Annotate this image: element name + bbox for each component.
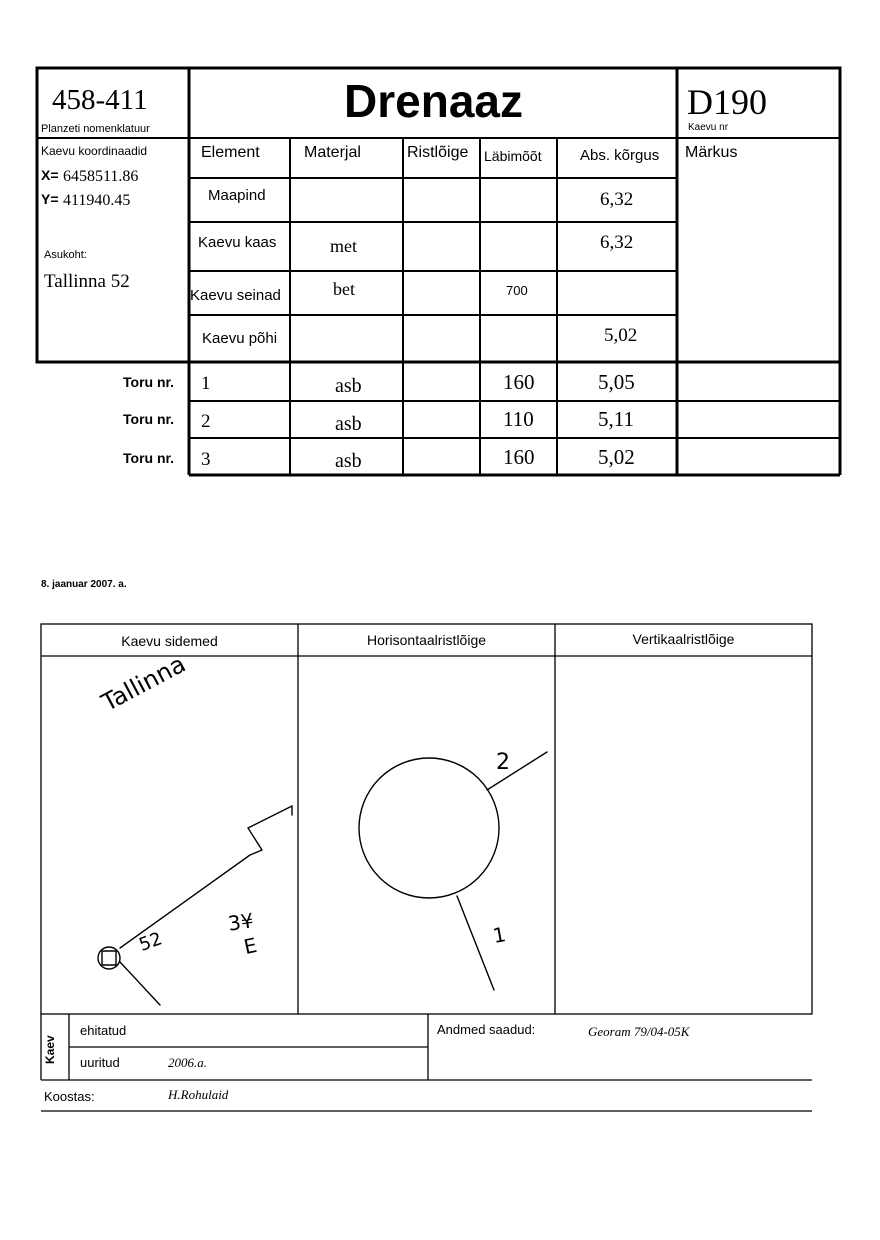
sketch-header-horizontal: Horisontaalristlõige (366, 632, 487, 648)
col-header-height: Abs. kõrgus (580, 147, 660, 164)
nomenclature-number: 458-411 (52, 84, 148, 116)
source-value: Georam 79/04-05K (588, 1024, 690, 1039)
pipe-number: 3 (201, 449, 211, 470)
pipe-diameter: 160 (503, 445, 535, 469)
place-label: Asukoht: (44, 249, 87, 261)
place-value: Tallinna 52 (44, 271, 130, 292)
pipe-material: asb (335, 450, 362, 472)
coords-label: Kaevu koordinaadid (41, 144, 148, 158)
nomenclature-label: Planzeti nomenklatuur (41, 123, 150, 135)
pipe-number: 1 (201, 373, 211, 394)
col-header-material: Materjal (304, 144, 361, 161)
col-header-remark: Märkus (685, 144, 738, 161)
hand-house-number: 52 (136, 928, 166, 956)
footer-side-label: Kaev (43, 1035, 57, 1064)
y-value: 411940.45 (63, 192, 131, 209)
built-label: ehitatud (80, 1023, 127, 1038)
pipe-material: asb (335, 375, 362, 397)
row-height: 6,32 (600, 189, 634, 210)
x-value: 6458511.86 (63, 168, 139, 185)
pipe-label: Toru nr. (123, 450, 175, 466)
row-material: bet (333, 279, 355, 299)
author-value: H.Rohulaid (168, 1087, 229, 1102)
pipe-height: 5,02 (598, 445, 635, 469)
row-element: Kaevu seinad (190, 287, 281, 304)
col-header-element: Element (201, 144, 260, 161)
row-diameter: 700 (506, 283, 528, 298)
hand-street-name: Tallinna (97, 649, 191, 717)
surveyed-label: uuritud (80, 1055, 120, 1070)
pipe-diameter: 160 (503, 370, 535, 394)
hand-pipe-1: 1 (491, 922, 508, 948)
pipe-height: 5,11 (598, 407, 634, 431)
well-number-label: Kaevu nr (688, 122, 729, 133)
pipe-number: 2 (201, 411, 211, 432)
pipe-diameter: 110 (503, 407, 534, 431)
row-height: 6,32 (600, 232, 634, 253)
pipe-material: asb (335, 413, 362, 435)
sketch-header-links: Kaevu sidemed (121, 633, 218, 649)
hand-distance-bottom: E (241, 932, 259, 960)
hand-distance-top: 3¥ (226, 908, 255, 936)
x-label: X= (41, 167, 59, 183)
row-element: Maapind (208, 187, 266, 204)
y-label: Y= (41, 191, 59, 207)
document-date: 8. jaanuar 2007. a. (41, 579, 127, 590)
surveyed-value: 2006.a. (168, 1055, 207, 1070)
row-element: Kaevu kaas (198, 234, 277, 251)
pipe-height: 5,05 (598, 370, 635, 394)
sketch-header-vertical: Vertikaalristlõige (632, 631, 735, 647)
pipe-label: Toru nr. (123, 374, 175, 390)
pipe-label: Toru nr. (123, 411, 175, 427)
row-element: Kaevu põhi (202, 330, 278, 347)
col-header-section: Ristlõige (407, 144, 469, 161)
horizontal-section-sketch (359, 752, 547, 990)
author-label: Koostas: (44, 1089, 95, 1104)
well-number: D190 (687, 82, 767, 122)
row-height: 5,02 (604, 325, 638, 346)
col-header-diameter: Läbimõõt (484, 148, 542, 164)
site-sketch (98, 806, 292, 1005)
row-material: met (330, 236, 357, 256)
source-label: Andmed saadud: (437, 1022, 536, 1037)
hand-pipe-2: 2 (496, 750, 510, 775)
page-title: Drenaaz (344, 75, 523, 127)
